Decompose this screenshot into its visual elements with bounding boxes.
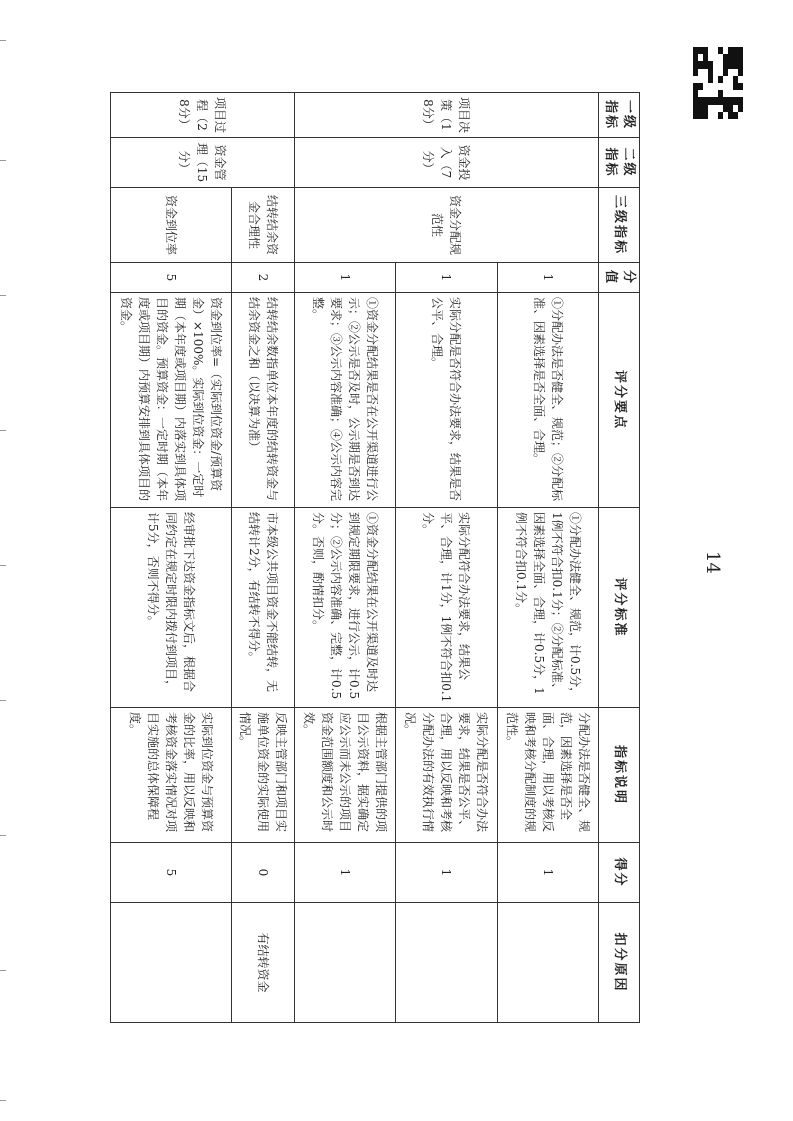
score-cell: 0 (231, 843, 294, 903)
scan-mark (0, 835, 6, 836)
scan-mark (0, 700, 6, 701)
standard-cell: ①分配办法健全、规范，计0.5分，1例不符合扣0.1分；②分配标准、因素选择全面、合理，计0.5分，1例不符合扣0.1分。 (497, 508, 598, 708)
table-row (497, 93, 598, 1023)
standard-cell: ①资金分配结果在公开渠道及时达到规定期限要求，进行公示，计0.5分；②公示内容准确、完整，计0.5分。否则，酌情扣分。 (294, 508, 395, 708)
points-cell: 资金到位率=（实际到位资金/预算资金）×100%。实际到位资金：一定时期（本年度或项目期）内落实到具体项目的资金。预算资金：一定时期（本年度或项目期）内预算安排到具体项目的资金。 (111, 293, 232, 508)
level3-cell: 资金到位率 (111, 188, 232, 263)
score-value-cell: 5 (111, 263, 232, 293)
score-cell: 1 (396, 843, 497, 903)
score-value-cell: 1 (294, 263, 395, 293)
scan-mark (0, 1100, 6, 1101)
header-cell: 评分要点 (599, 293, 640, 508)
score-cell: 1 (294, 843, 395, 903)
level2-cell: 资金管理（15分） (111, 138, 295, 188)
level1-cell: 项目过程（28分） (111, 93, 295, 138)
standard-cell: 经审批下达资金指标文后，根据合同约定在规定时限内拨付到项目，计5分，否则不得分。 (111, 508, 232, 708)
header-cell: 评分标准 (599, 508, 640, 708)
score-cell: 1 (497, 843, 598, 903)
level3-cell: 结转结余资金合理性 (231, 188, 294, 263)
explain-cell: 实际分配是否符合办法要求，结果是否公平、合理，用以反映和考核分配办法的有效执行情况。 (396, 708, 497, 843)
level2-cell: 资金投入（7分） (294, 138, 598, 188)
score-cell: 5 (111, 843, 232, 903)
score-value-cell: 1 (497, 263, 598, 293)
standard-cell: 实际分配符合办法要求，结果公平、合理，计1分，1例不符合扣0.1分。 (396, 508, 497, 708)
header-cell: 得分 (599, 843, 640, 903)
header-cell: 扣分原因 (599, 903, 640, 1023)
reason-cell (497, 903, 598, 1023)
explain-cell: 分配办法是否健全、规范，因素选择是否全面、合理，用以考核反映和考核分配制度的规范性。 (497, 708, 598, 843)
level1-cell: 项目决策（18分） (294, 93, 598, 138)
points-cell: 实际分配是否符合办法要求，结果是否公平、合理。 (396, 293, 497, 508)
explain-cell: 实际到位资金与预算资金的比率，用以反映和考核资金落实情况对项目实施的总体保障程度。 (111, 708, 232, 843)
scan-mark (0, 970, 6, 971)
table-container (110, 92, 640, 1022)
scan-mark (0, 565, 6, 566)
level3-cell: 资金分配规范性 (294, 188, 598, 263)
points-cell: ①资金分配结果是否在公开渠道进行公示；②公示是否及时，公示期是否到达要求；③公示内容准确；④公示内容完整。 (294, 293, 395, 508)
scan-mark (0, 295, 6, 296)
header-cell: 三级指标 (599, 188, 640, 263)
explain-cell: 根据主管部门提供的项目公示资料，据实确定应公示而未公示的项目资金范围额度和公示时效。 (294, 708, 395, 843)
scan-mark (0, 430, 6, 431)
header-cell: 指标说明 (599, 708, 640, 843)
header-row (599, 93, 640, 1023)
header-cell: 分值 (599, 263, 640, 293)
page-number: 14 (701, 551, 723, 574)
scan-mark (0, 160, 6, 161)
reason-cell (111, 903, 232, 1023)
score-value-cell: 1 (396, 263, 497, 293)
table-landscape (110, 92, 640, 1022)
header-cell: 二级指标 (599, 138, 640, 188)
reason-cell (294, 903, 395, 1023)
standard-cell: 市本级公共项目资金不能结转，无结转计2分，有结转不得分。 (231, 508, 294, 708)
table-row (231, 93, 294, 1023)
reason-cell (396, 903, 497, 1023)
scan-mark (0, 40, 6, 41)
header-cell: 一级指标 (599, 93, 640, 138)
explain-cell: 反映主管部门和项目实施单位资金的实际使用情况。 (231, 708, 294, 843)
table-row (111, 93, 232, 1023)
points-cell: ①分配办法是否健全、规范；②分配标准、因素选择是否全面、合理。 (497, 293, 598, 508)
qr-code (693, 47, 743, 119)
points-cell: 结转结余数指单位本年度的结转资金与结余资金之和（以决算为准） (231, 293, 294, 508)
reason-cell: 有结转资金 (231, 903, 294, 1023)
evaluation-table (110, 92, 640, 1023)
score-value-cell: 2 (231, 263, 294, 293)
